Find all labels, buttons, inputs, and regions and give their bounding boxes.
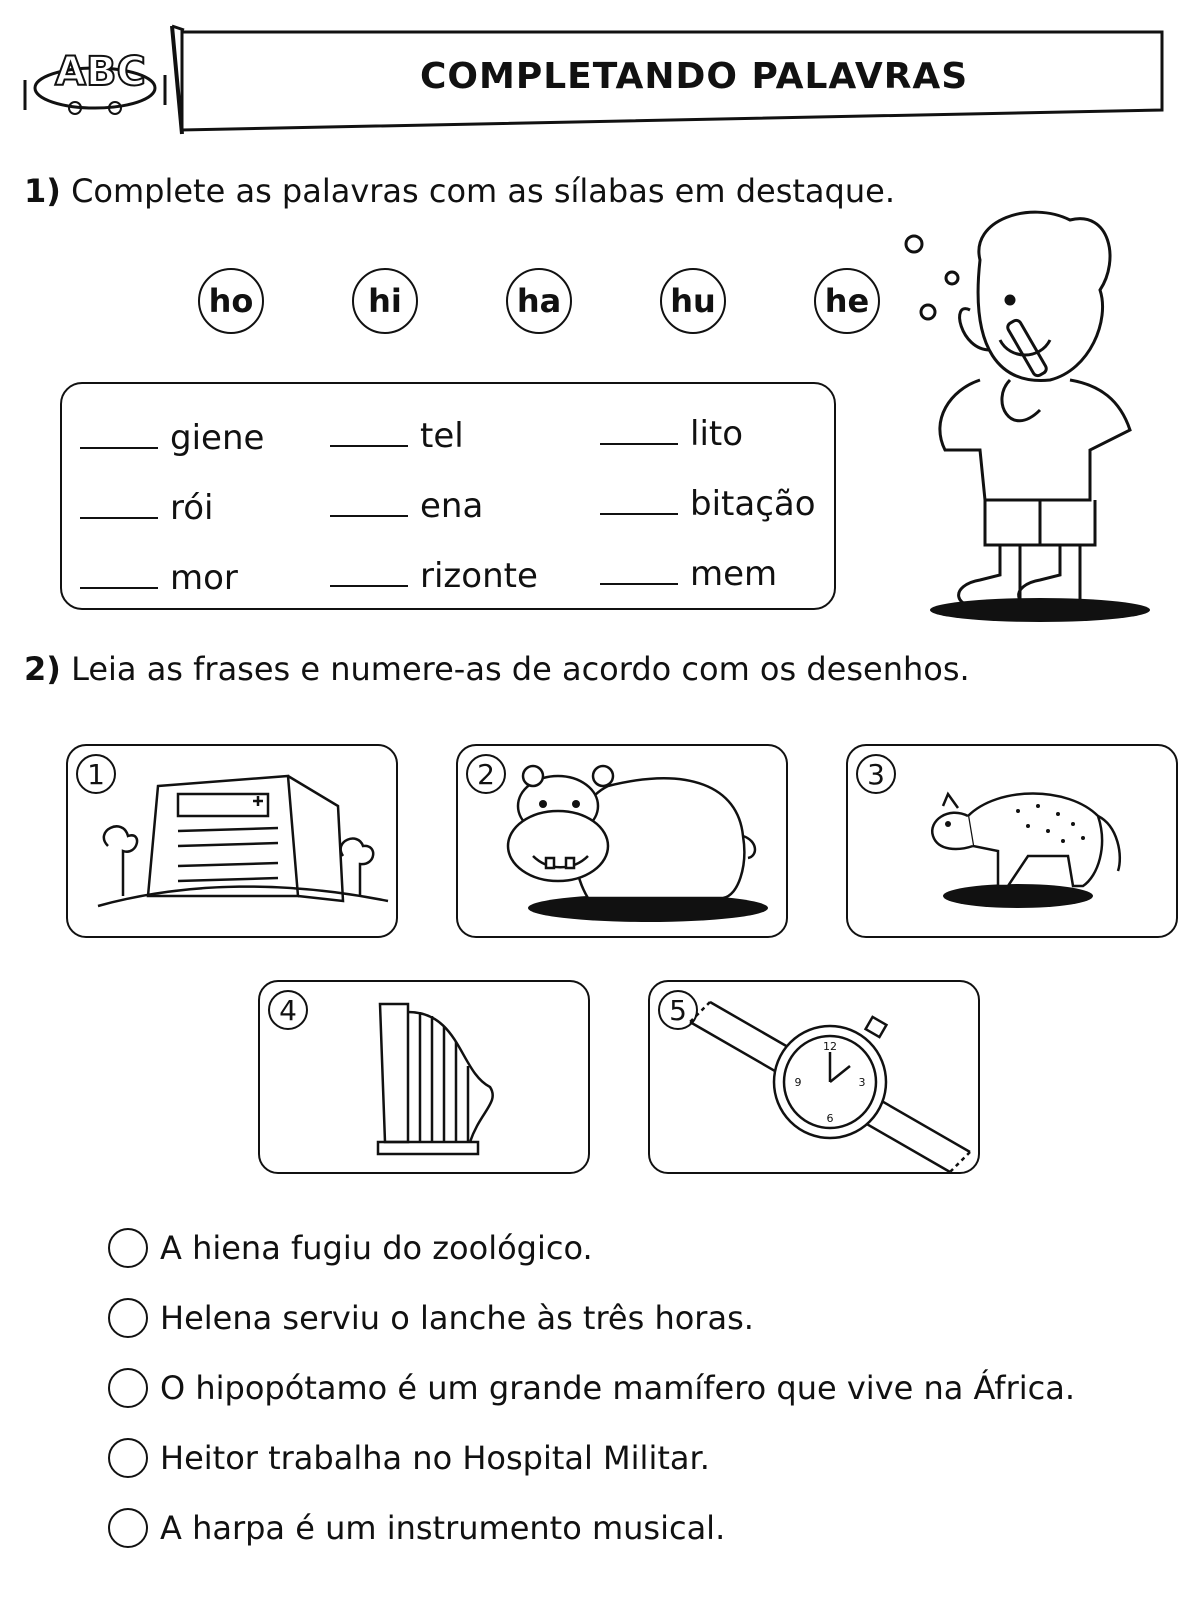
hospital-icon bbox=[68, 746, 400, 940]
answer-blank[interactable] bbox=[80, 516, 158, 519]
word-item[interactable]: giene bbox=[80, 418, 264, 458]
watch-numeral-9: 9 bbox=[794, 1076, 802, 1089]
answer-circle[interactable] bbox=[108, 1368, 148, 1408]
answer-blank[interactable] bbox=[330, 584, 408, 587]
syllable-hi: hi bbox=[352, 268, 418, 334]
answer-blank[interactable] bbox=[80, 446, 158, 449]
q1-instruction: Complete as palavras com as sílabas em destaque. bbox=[71, 172, 895, 210]
abc-airplane-logo bbox=[15, 30, 175, 130]
picture-card-2 bbox=[456, 744, 788, 938]
sentence-item[interactable]: Heitor trabalha no Hospital Militar. bbox=[108, 1438, 710, 1478]
harp-icon bbox=[260, 982, 592, 1176]
word-item[interactable]: lito bbox=[600, 414, 743, 454]
sentence-item[interactable]: A hiena fugiu do zoológico. bbox=[108, 1228, 593, 1268]
word-item[interactable]: bitação bbox=[600, 484, 816, 524]
word-item[interactable]: ena bbox=[330, 486, 483, 526]
syllable-hu: hu bbox=[660, 268, 726, 334]
answer-blank[interactable] bbox=[330, 514, 408, 517]
q2-instruction: Leia as frases e numere-as de acordo com os desenhos. bbox=[71, 650, 970, 688]
answer-blank[interactable] bbox=[600, 512, 678, 515]
picture-number: 2 bbox=[466, 754, 506, 794]
answer-blank[interactable] bbox=[600, 582, 678, 585]
sentence-item[interactable]: Helena serviu o lanche às três horas. bbox=[108, 1298, 754, 1338]
watch-numeral-3: 3 bbox=[858, 1076, 866, 1089]
word-item[interactable]: mem bbox=[600, 554, 777, 594]
q2-heading bbox=[24, 650, 970, 688]
picture-number: 1 bbox=[76, 754, 116, 794]
q2-number: 2) bbox=[24, 650, 61, 688]
sentence-item[interactable]: O hipopótamo é um grande mamífero que vive na África. bbox=[108, 1368, 1075, 1408]
answer-blank[interactable] bbox=[80, 586, 158, 589]
answer-circle[interactable] bbox=[108, 1438, 148, 1478]
answer-blank[interactable] bbox=[600, 442, 678, 445]
boy-brushing-teeth-illustration bbox=[890, 200, 1170, 630]
word-item[interactable]: rizonte bbox=[330, 556, 538, 596]
page-title: COMPLETANDO PALAVRAS bbox=[420, 56, 969, 97]
picture-card-1 bbox=[66, 744, 398, 938]
picture-number: 3 bbox=[856, 754, 896, 794]
picture-card-4 bbox=[258, 980, 590, 1174]
answer-circle[interactable] bbox=[108, 1508, 148, 1548]
q1-heading bbox=[24, 172, 895, 210]
word-item[interactable]: mor bbox=[80, 558, 238, 598]
hyena-icon bbox=[848, 746, 1180, 940]
wristwatch-icon bbox=[650, 982, 982, 1176]
watch-numeral-12: 12 bbox=[823, 1040, 837, 1053]
sentence-item[interactable]: A harpa é um instrumento musical. bbox=[108, 1508, 725, 1548]
answer-circle[interactable] bbox=[108, 1298, 148, 1338]
syllable-ha: ha bbox=[506, 268, 572, 334]
syllable-he: he bbox=[814, 268, 880, 334]
picture-card-3 bbox=[846, 744, 1178, 938]
word-item[interactable]: tel bbox=[330, 416, 464, 456]
q1-number: 1) bbox=[24, 172, 61, 210]
answer-circle[interactable] bbox=[108, 1228, 148, 1268]
picture-number: 4 bbox=[268, 990, 308, 1030]
syllable-ho: ho bbox=[198, 268, 264, 334]
answer-blank[interactable] bbox=[330, 444, 408, 447]
hippopotamus-icon bbox=[458, 746, 790, 940]
picture-number: 5 bbox=[658, 990, 698, 1030]
word-item[interactable]: rói bbox=[80, 488, 213, 528]
logo-text: ABC bbox=[55, 49, 146, 95]
picture-card-5 bbox=[648, 980, 980, 1174]
watch-numeral-6: 6 bbox=[826, 1112, 834, 1125]
